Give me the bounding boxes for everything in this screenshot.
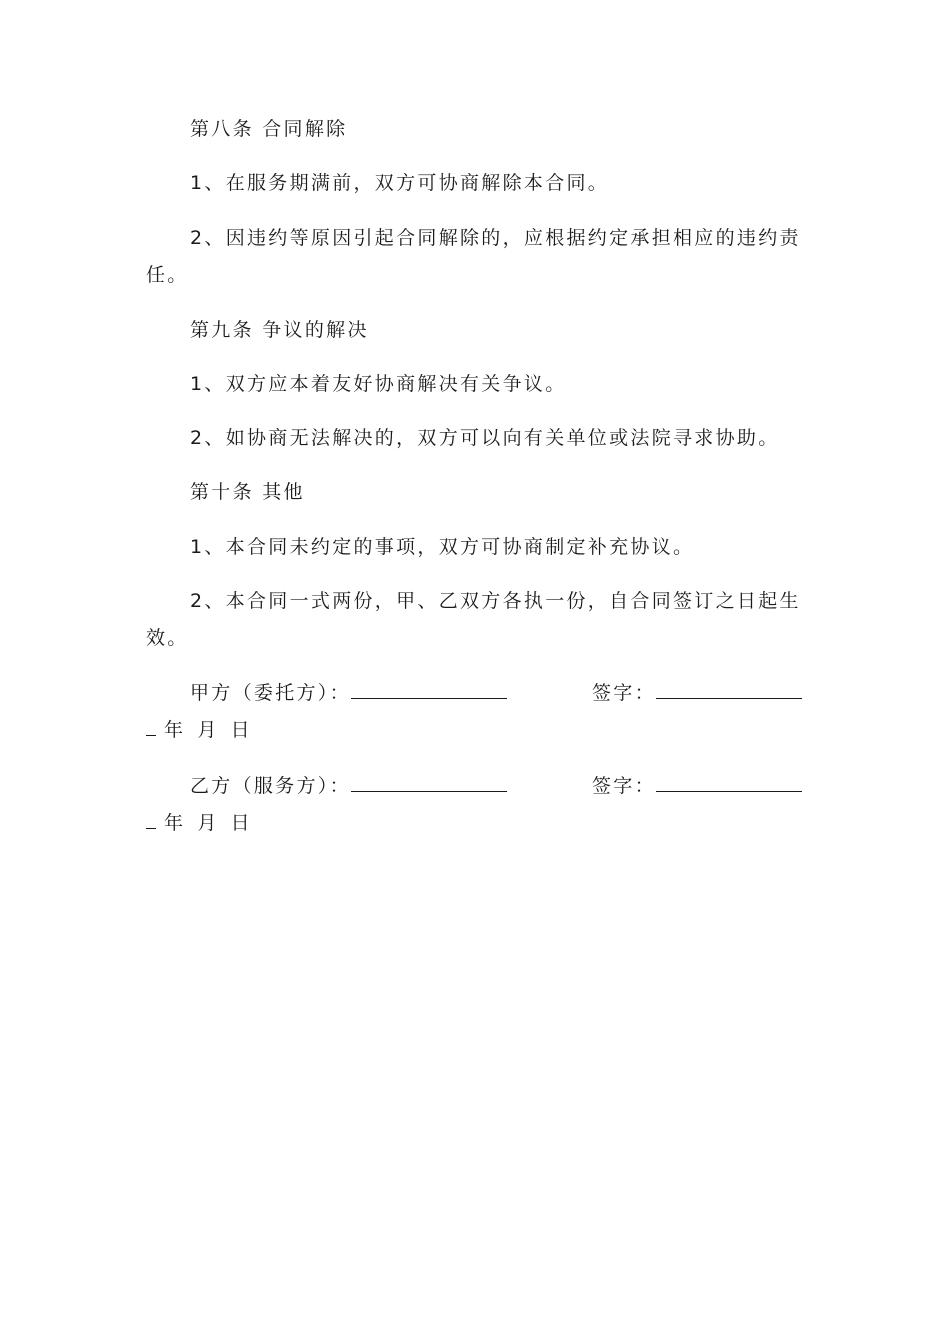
signature-block-party-b [146,768,806,842]
party-a-sign-label: 签字： [592,682,656,704]
party-b-month-label: 月 [197,812,219,834]
party-a-month-label: 月 [197,719,219,741]
party-a-label: 甲方（委托方）： [190,682,351,704]
party-a-date-blank[interactable] [146,713,156,736]
party-b-day-label: 日 [230,812,252,834]
party-b-label: 乙方（服务方）： [190,775,351,797]
clause-10-1: 1、本合同未约定的事项，双方可协商制定补充协议。 [190,536,695,558]
section-heading-9: 第九条 争议的解决 [190,319,369,341]
clause-9-1: 1、双方应本着友好协商解决有关争议。 [190,373,567,395]
section-heading-8: 第八条 合同解除 [190,118,348,140]
party-b-sign-label: 签字： [592,775,656,797]
party-a-sign-blank[interactable] [656,676,802,699]
party-a-name-blank[interactable] [351,676,507,699]
party-b-year-label: 年 [164,812,186,834]
clause-8-2: 2、因违约等原因引起合同解除的，应根据约定承担相应的违约责任。 [146,227,801,286]
clause-10-2: 2、本合同一式两份，甲、乙双方各执一份，自合同签订之日起生效。 [146,590,801,649]
party-a-year-label: 年 [164,719,186,741]
clause-9-2: 2、如协商无法解决的，双方可以向有关单位或法院寻求协助。 [190,427,780,449]
party-b-date-blank[interactable] [146,806,156,829]
clause-8-1: 1、在服务期满前，双方可协商解除本合同。 [190,172,610,194]
party-a-day-label: 日 [230,719,252,741]
signature-block-party-a [146,675,806,749]
section-heading-10: 第十条 其他 [190,481,305,503]
party-b-sign-blank[interactable] [656,769,802,792]
party-b-name-blank[interactable] [351,769,507,792]
